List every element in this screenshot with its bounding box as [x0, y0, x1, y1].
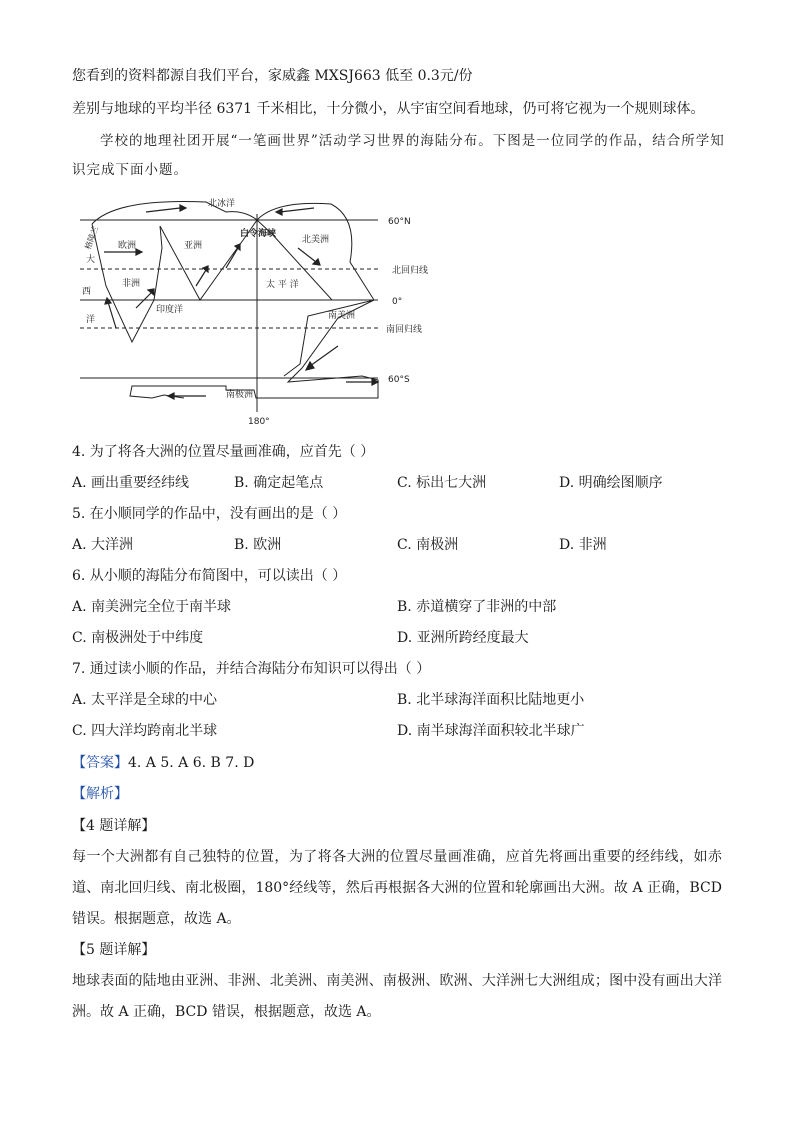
label-bering-strait: 白令海峡 — [240, 229, 277, 239]
label-north-america: 北美洲 — [302, 235, 330, 245]
analysis-label: 【解析】 — [72, 786, 128, 802]
question-6-stem: 6. 从小顺的海陆分布简图中，可以读出（ ） — [72, 568, 347, 584]
label-africa: 非洲 — [122, 279, 141, 289]
answer-text: 4. A 5. A 6. B 7. D — [128, 755, 255, 771]
label-greenland: 格陵兰 — [83, 225, 101, 251]
label-pacific: 太 平 洋 — [266, 280, 299, 290]
label-asia: 亚洲 — [184, 241, 203, 251]
q5-option-c[interactable]: C. 南极洲 — [397, 537, 459, 553]
header-line-2: 差别与地球的平均半径 6371 千米相比，十分微小，从宇宙空间看地球，仍可将它视为一个规则球体。 — [72, 101, 705, 117]
detail-4-title: 【4 题详解】 — [72, 818, 156, 834]
intro-line-2: 识完成下面小题。 — [72, 162, 188, 178]
q5-option-b[interactable]: B. 欧洲 — [234, 537, 282, 553]
label-europe: 欧洲 — [118, 241, 137, 251]
question-4-stem: 4. 为了将各大洲的位置尽量画准确，应首先（ ） — [72, 444, 375, 460]
q6-option-b[interactable]: B. 赤道横穿了非洲的中部 — [397, 599, 557, 615]
answer-label: 【答案】 — [72, 755, 128, 771]
label-antarctica: 南极洲 — [226, 390, 254, 400]
q6-option-c[interactable]: C. 南极洲处于中纬度 — [72, 630, 204, 646]
world-map-diagram — [76, 190, 446, 430]
q6-option-a[interactable]: A. 南美洲完全位于南半球 — [72, 599, 232, 615]
label-60n: 60°N — [388, 217, 411, 227]
q4-option-b[interactable]: B. 确定起笔点 — [234, 475, 324, 491]
q7-option-d[interactable]: D. 南半球海洋面积较北半球广 — [397, 723, 585, 739]
label-atlantic-3: 洋 — [86, 315, 96, 325]
question-5-stem: 5. 在小顺同学的作品中，没有画出的是（ ） — [72, 506, 347, 522]
label-indian-ocean: 印度洋 — [156, 305, 184, 315]
label-tropic-capricorn: 南回归线 — [386, 325, 423, 335]
q4-option-d[interactable]: D. 明确绘图顺序 — [559, 475, 663, 491]
detail-5-title: 【5 题详解】 — [72, 942, 156, 958]
label-180: 180° — [248, 417, 270, 427]
q4-option-a[interactable]: A. 画出重要经纬线 — [72, 475, 190, 491]
label-equator: 0° — [392, 297, 403, 307]
label-tropic-cancer: 北回归线 — [392, 266, 429, 276]
header-line-1: 您看到的资料都源自我们平台，家威鑫 MXSJ663 低至 0.3元/份 — [72, 68, 473, 84]
q6-option-d[interactable]: D. 亚洲所跨经度最大 — [397, 630, 529, 646]
question-7-stem: 7. 通过读小顺的作品，并结合海陆分布知识可以得出（ ） — [72, 661, 431, 677]
intro-line-1: 学校的地理社团开展“一笔画世界”活动学习世界的海陆分布。下图是一位同学的作品，结合所学知 — [100, 133, 725, 149]
q4-option-c[interactable]: C. 标出七大洲 — [397, 475, 487, 491]
detail-5-text: 地球表面的陆地由亚洲、非洲、北美洲、南美洲、南极洲、欧洲、大洋洲七大洲组成；图中没有画出大洋洲。故 A 正确，BCD 错误，根据题意，故选 A。 — [72, 973, 722, 1020]
label-atlantic-1: 大 — [86, 255, 96, 265]
detail-4-text: 每一个大洲都有自己独特的位置，为了将各大洲的位置尽量画准确，应首先将画出重要的经纬线，如赤道、南北回归线、南北极圈，180°经线等，然后再根据各大洲的位置和轮廓画出大洲。故 A 正确，BCD 错误。根据题意，故选 A。 — [72, 849, 722, 927]
answer-line — [72, 753, 254, 773]
label-60s: 60°S — [388, 375, 410, 385]
q7-option-c[interactable]: C. 四大洋均跨南北半球 — [72, 723, 218, 739]
label-atlantic-2: 西 — [82, 287, 92, 297]
q5-option-d[interactable]: D. 非洲 — [559, 537, 607, 553]
q7-option-b[interactable]: B. 北半球海洋面积比陆地更小 — [397, 692, 585, 708]
q7-option-a[interactable]: A. 太平洋是全球的中心 — [72, 692, 218, 708]
q5-option-a[interactable]: A. 大洋洲 — [72, 537, 134, 553]
label-arctic-ocean: 北冰洋 — [208, 199, 236, 209]
label-south-america: 南美洲 — [328, 311, 356, 321]
